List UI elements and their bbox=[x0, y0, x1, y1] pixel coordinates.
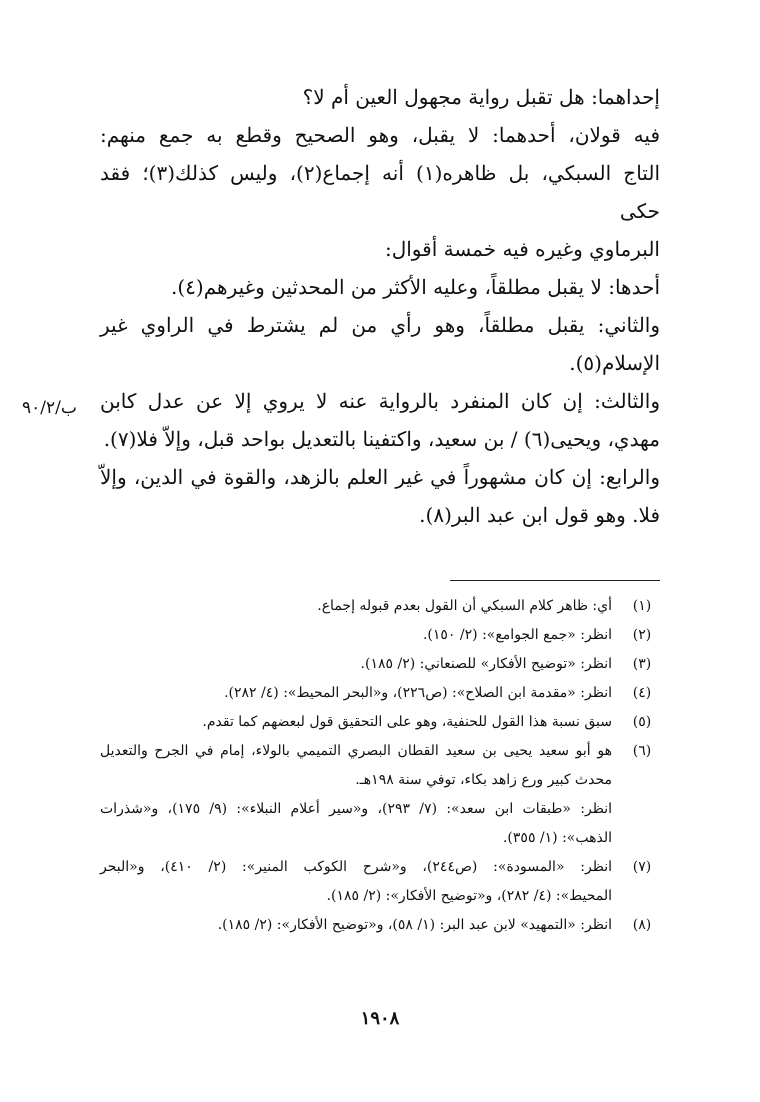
text-line: أحدها: لا يقبل مطلقاً، وعليه الأكثر من المحدثين وغيرهم(٤). bbox=[170, 275, 660, 299]
footnote-text: سبق نسبة هذا القول للحنفية، وهو على التحقيق قول لبعضهم كما تقدم. bbox=[202, 714, 612, 730]
footnote-number: (٧) bbox=[632, 859, 652, 875]
footnote-number: (٦) bbox=[632, 743, 652, 759]
text-line: والثاني: يقبل مطلقاً، وهو رأي من لم يشترط في الراوي غير bbox=[100, 313, 660, 337]
footnote bbox=[100, 853, 660, 911]
footnote-number: (٣) bbox=[632, 656, 652, 672]
manuscript-folio-marker: ب/٩٠/٢ bbox=[22, 398, 77, 418]
footnote-text: انظر: «توضيح الأفكار» للصنعاني: (٢/ ١٨٥). bbox=[360, 656, 612, 672]
footnote bbox=[100, 592, 660, 621]
footnotes bbox=[100, 592, 660, 940]
footnote-number: (٥) bbox=[632, 714, 652, 730]
footnote bbox=[100, 737, 660, 853]
footnote bbox=[100, 708, 660, 737]
footnote-number: (٨) bbox=[632, 917, 652, 933]
footnote-text: انظر: «التمهيد» لابن عبد البر: (١/ ٥٨)، و«توضيح الأفكار»: (٢/ ١٨٥). bbox=[217, 917, 612, 933]
text-line: مهدي، ويحيى(٦) / بن سعيد، واكتفينا بالتعديل بواحد قبل، وإلاّ فلا(٧). bbox=[103, 427, 660, 451]
footnote bbox=[100, 679, 660, 708]
footnote-text: المحيط»: (٤/ ٢٨٢)، و«توضيح الأفكار»: (٢/ ١٨٥). bbox=[326, 888, 612, 904]
footnote-text: انظر: «المسودة»: (ص٢٤٤)، و«شرح الكوكب المنير»: (٢/ ٤١٠)، و«البحر bbox=[100, 859, 612, 875]
footnote-number: (٤) bbox=[632, 685, 652, 701]
footnote-number: (٢) bbox=[632, 627, 652, 643]
footnote-text: انظر: «مقدمة ابن الصلاح»: (ص٢٢٦)، و«البحر المحيط»: (٤/ ٢٨٢). bbox=[224, 685, 612, 701]
text-line: التاج السبكي، بل ظاهره(١) أنه إجماع(٢)، وليس كذلك(٣)؛ فقد حكى bbox=[100, 161, 660, 223]
text-line: فيه قولان، أحدهما: لا يقبل، وهو الصحيح وقطع به جمع منهم: bbox=[100, 123, 660, 147]
footnote bbox=[100, 650, 660, 679]
main-text bbox=[100, 78, 660, 534]
footnote-text: هو أبو سعيد يحيى بن سعيد القطان البصري التميمي بالولاء، إمام في الجرح والتعديل bbox=[100, 743, 612, 759]
footnote-text: انظر: «طبقات ابن سعد»: (٧/ ٢٩٣)، و«سير أعلام النبلاء»: (٩/ ١٧٥)، و«شذرات bbox=[100, 801, 612, 817]
footnote-text: محدث كبير ورع زاهد بكاء، توفي سنة ١٩٨هـ. bbox=[355, 772, 612, 788]
footnote-text: الذهب»: (١/ ٣٥٥). bbox=[502, 830, 612, 846]
footnote-number: (١) bbox=[632, 598, 652, 614]
text-line: إحداهما: هل تقبل رواية مجهول العين أم لا؟ bbox=[302, 85, 660, 109]
text-line: فلا. وهو قول ابن عبد البر(٨). bbox=[419, 503, 660, 527]
footnote bbox=[100, 911, 660, 940]
text-line: والثالث: إن كان المنفرد بالرواية عنه لا يروي إلا عن عدل كابن bbox=[100, 389, 660, 413]
text-line: البرماوي وغيره فيه خمسة أقوال: bbox=[384, 237, 660, 261]
page-number: ١٩٠٨ bbox=[360, 1008, 400, 1029]
footnote-separator bbox=[450, 580, 660, 581]
footnote bbox=[100, 621, 660, 650]
text-line: الإسلام(٥). bbox=[569, 351, 660, 375]
footnote-text: انظر: «جمع الجوامع»: (٢/ ١٥٠). bbox=[422, 627, 612, 643]
footnote-text: أي: ظاهر كلام السبكي أن القول بعدم قبوله إجماع. bbox=[317, 598, 612, 614]
text-line: والرابع: إن كان مشهوراً في غير العلم بالزهد، والقوة في الدين، وإلاّ bbox=[100, 465, 660, 489]
